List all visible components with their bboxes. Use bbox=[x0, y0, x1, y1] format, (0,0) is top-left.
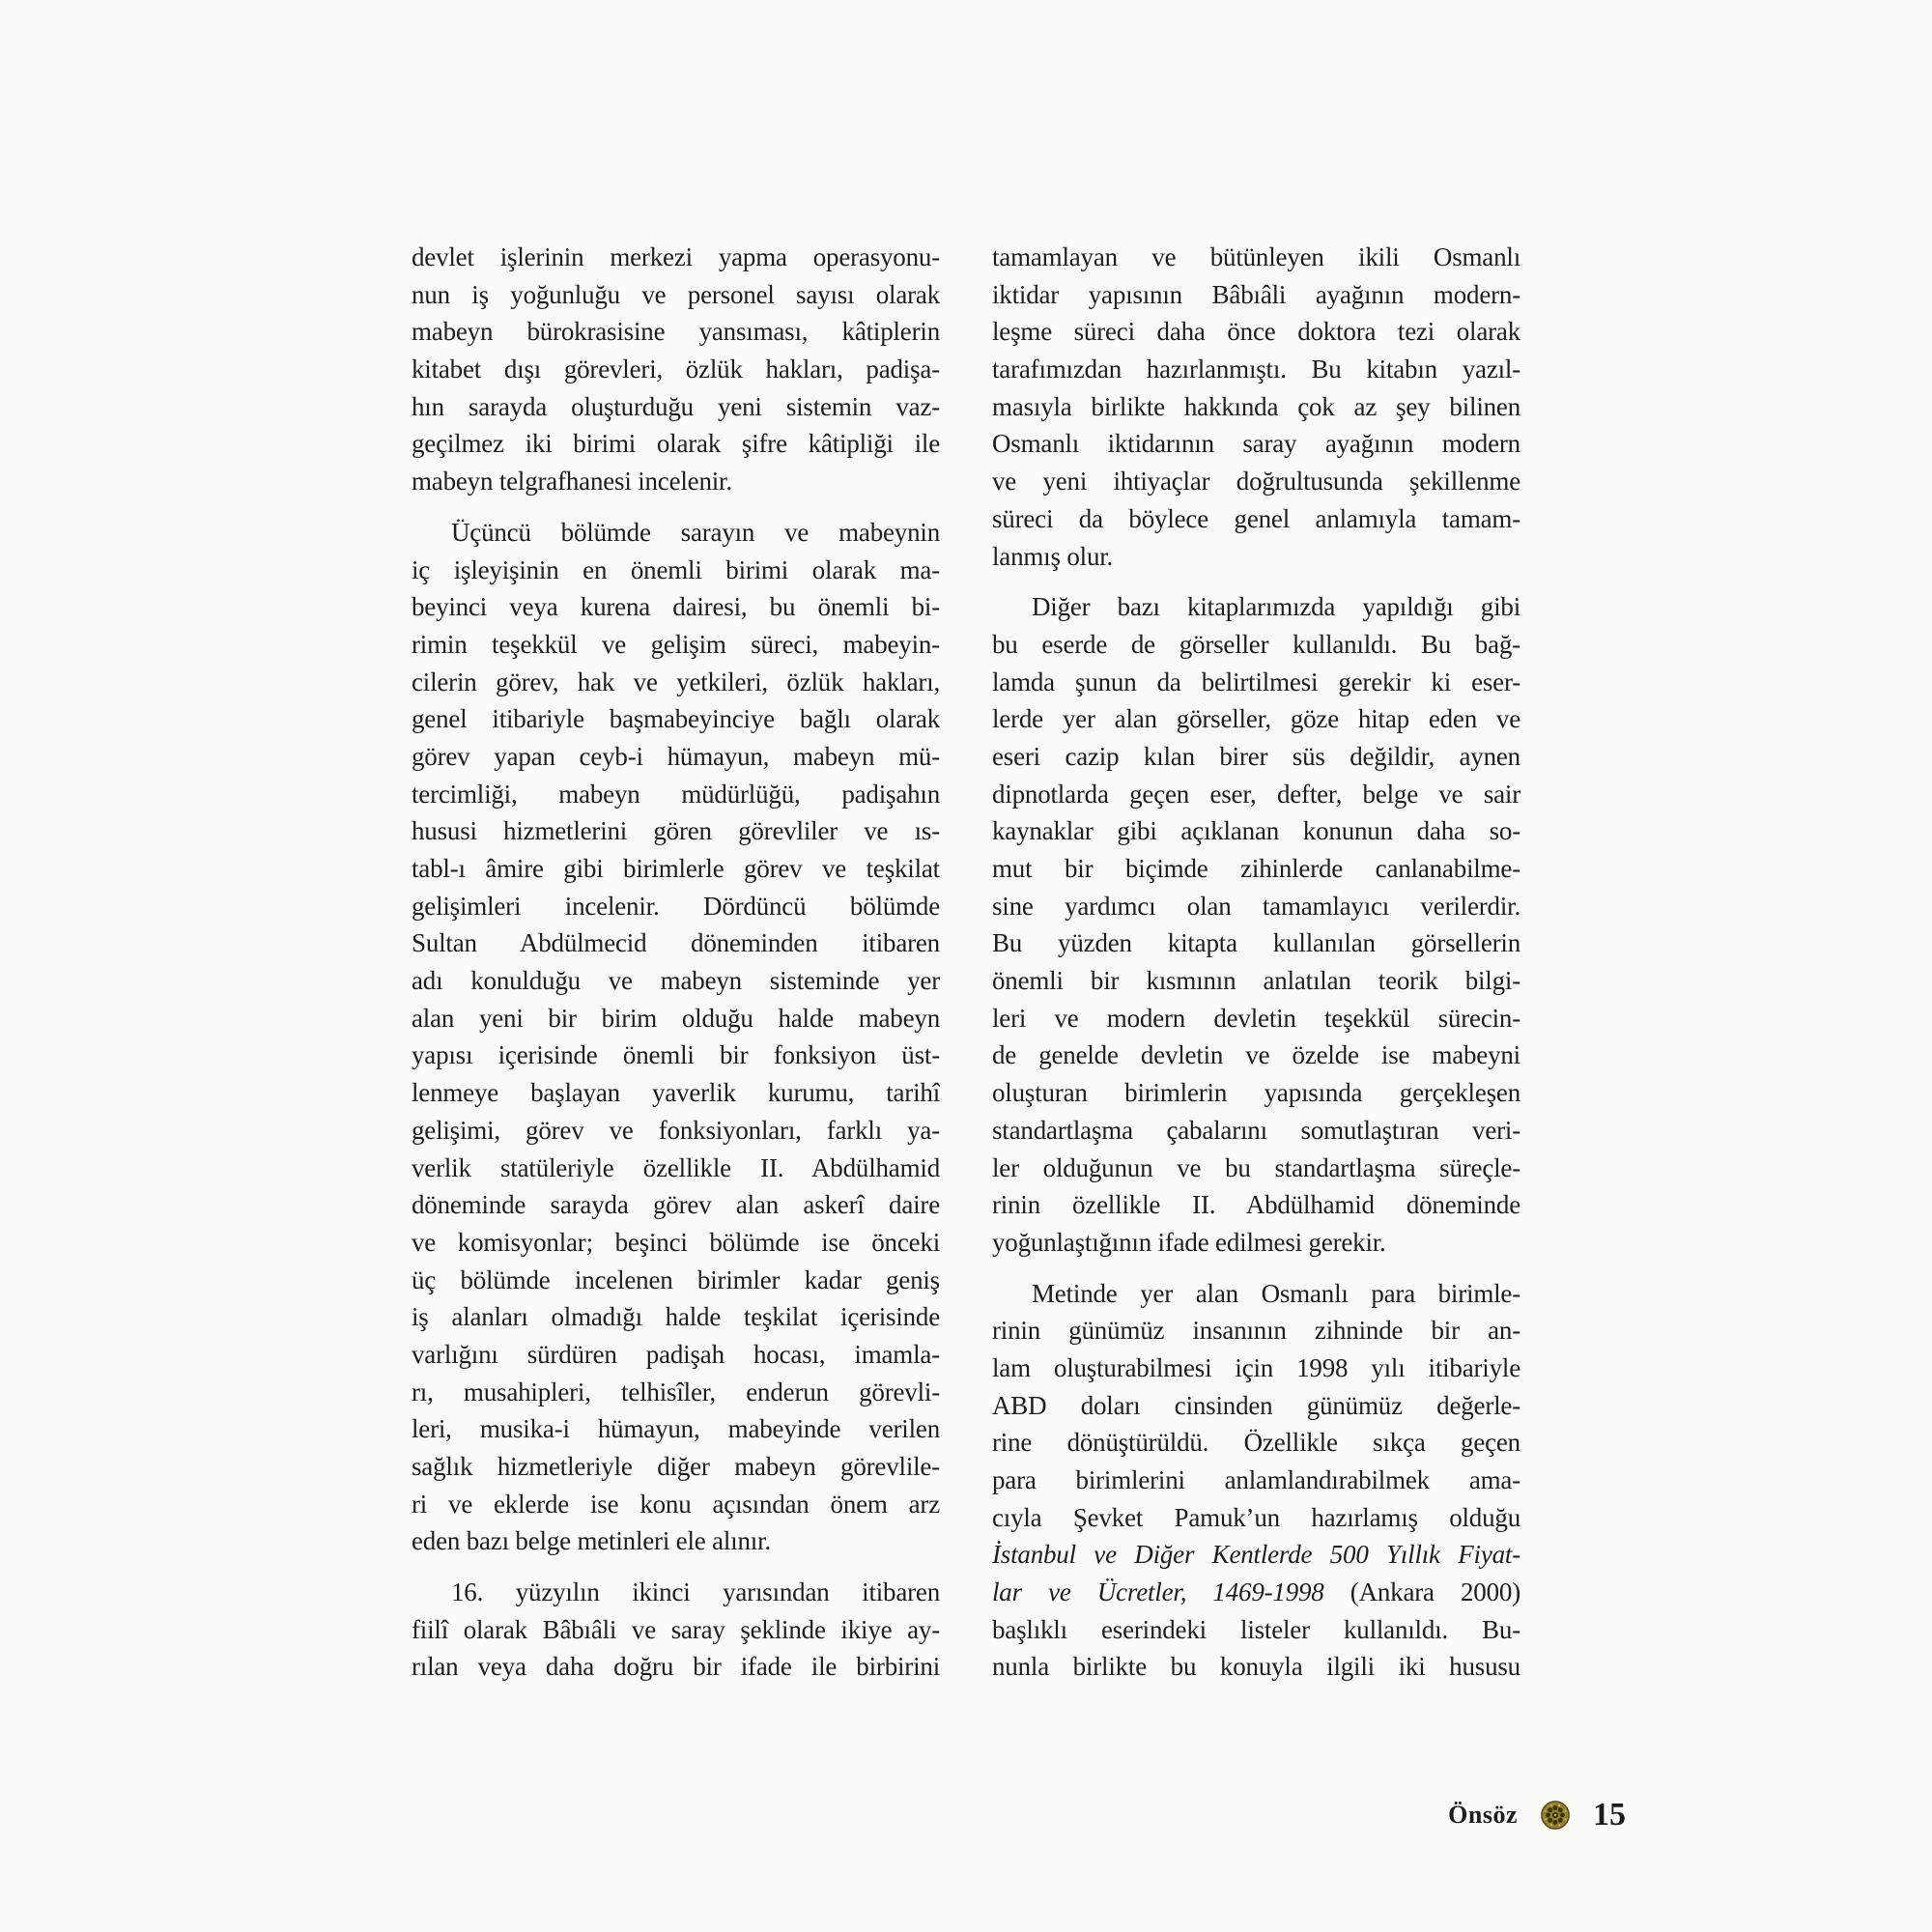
text-segment: rı, musahipleri, telhisîler, enderun görevli- bbox=[412, 1377, 940, 1406]
text-line bbox=[412, 1037, 940, 1074]
text-segment: ve yeni ihtiyaçlar doğrultusunda şekillenme bbox=[992, 467, 1520, 497]
text-line bbox=[992, 1350, 1520, 1387]
text-line bbox=[412, 812, 940, 850]
text-segment: tercimliği, mabeyn müdürlüğü, padişahın bbox=[412, 779, 940, 809]
text-segment: (Ankara 2000) bbox=[1323, 1577, 1520, 1607]
text-segment: iktidar yapısının Bâbıâli ayağının modern- bbox=[992, 279, 1520, 309]
text-segment: fiilî olarak Bâbıâli ve saray şeklinde ikiye ay- bbox=[412, 1614, 940, 1644]
text-line bbox=[992, 1275, 1520, 1313]
text-segment: görev yapan ceyb-i hümayun, mabeyn mü- bbox=[412, 741, 940, 771]
text-line bbox=[992, 538, 1520, 576]
text-segment: standartlaşma çabalarını somutlaştıran veri- bbox=[992, 1115, 1520, 1145]
text-segment: mabeyn telgrafhanesi incelenir. bbox=[412, 467, 732, 497]
text-line bbox=[412, 1112, 940, 1150]
text-line bbox=[412, 888, 940, 925]
text-line bbox=[412, 962, 940, 1000]
footer-section-label: Önsöz bbox=[1448, 1801, 1518, 1829]
text-segment: yoğunlaştığının ifade edilmesi gerekir. bbox=[992, 1227, 1386, 1257]
text-segment: nun iş yoğunluğu ve personel sayısı olarak bbox=[412, 279, 940, 309]
text-line bbox=[412, 1648, 940, 1686]
text-line bbox=[992, 1574, 1520, 1611]
text-segment: lam oluşturabilmesi için 1998 yılı itibariyle bbox=[992, 1352, 1520, 1382]
text-segment: Üçüncü bölümde sarayın ve mabeynin bbox=[451, 517, 940, 547]
text-line bbox=[412, 588, 940, 626]
text-line bbox=[412, 1574, 940, 1611]
text-segment: lenmeye başlayan yaverlik kurumu, tarihî bbox=[412, 1078, 940, 1108]
text-segment: oluşturan birimlerin yapısında gerçekleşen bbox=[992, 1078, 1520, 1108]
text-segment: ri ve eklerde ise konu açısından önem arz bbox=[412, 1489, 940, 1519]
text-line bbox=[992, 1186, 1520, 1224]
text-line bbox=[412, 924, 940, 962]
text-line bbox=[412, 1336, 940, 1374]
text-line bbox=[992, 463, 1520, 500]
text-line bbox=[992, 888, 1520, 925]
text-segment: devlet işlerinin merkezi yapma operasyonu- bbox=[412, 242, 940, 271]
text-segment: para birimlerini anlamlandırabilmek ama- bbox=[992, 1465, 1520, 1494]
text-segment: cıyla Şevket Pamuk’un hazırlamış olduğu bbox=[992, 1502, 1520, 1532]
italic-text-segment: lar ve Ücretler, 1469-1998 bbox=[992, 1577, 1324, 1607]
text-line bbox=[992, 388, 1520, 426]
text-segment: hın sarayda oluşturduğu yeni sistemin vaz- bbox=[412, 391, 940, 421]
text-line bbox=[412, 776, 940, 813]
text-segment: kitabet dışı görevleri, özlük hakları, padişa- bbox=[412, 355, 940, 384]
text-line bbox=[412, 1448, 940, 1486]
text-segment: sine yardımcı olan tamamlayıcı verilerdir. bbox=[992, 891, 1520, 921]
text-line bbox=[412, 514, 940, 552]
text-line bbox=[412, 700, 940, 738]
text-line bbox=[412, 463, 940, 500]
text-segment: gelişimi, görev ve fonksiyonları, farklı ya- bbox=[412, 1115, 940, 1145]
text-segment: tarafımızdan hazırlanmıştı. Bu kitabın yazıl- bbox=[992, 355, 1520, 384]
text-line bbox=[412, 351, 940, 388]
text-segment: lamda şunun da belirtilmesi gerekir ki eser- bbox=[992, 667, 1520, 696]
text-line bbox=[992, 812, 1520, 850]
text-line bbox=[412, 552, 940, 589]
text-line bbox=[992, 1424, 1520, 1462]
text-line bbox=[992, 1074, 1520, 1112]
text-segment: ve komisyonlar; beşinci bölümde ise önceki bbox=[412, 1227, 940, 1257]
text-segment: genel itibariyle başmabeyinciye bağlı olarak bbox=[412, 704, 940, 734]
text-line bbox=[992, 351, 1520, 388]
text-segment: masıyla birlikte hakkında çok az şey bilinen bbox=[992, 391, 1520, 421]
text-column-left bbox=[412, 239, 940, 1686]
text-segment: eseri cazip kılan birer süs değildir, aynen bbox=[992, 741, 1520, 771]
paragraph bbox=[992, 588, 1520, 1261]
text-line bbox=[992, 850, 1520, 888]
text-segment: Sultan Abdülmecid döneminden itibaren bbox=[412, 928, 940, 958]
text-line bbox=[412, 850, 940, 888]
paragraph bbox=[412, 1574, 940, 1686]
text-line bbox=[992, 588, 1520, 626]
text-line bbox=[992, 1150, 1520, 1187]
text-segment: rimin teşekkül ve gelişim süreci, mabeyin- bbox=[412, 629, 940, 659]
text-segment: rinin günümüz insanının zihninde bir an- bbox=[992, 1316, 1520, 1346]
text-segment: süreci da böylece genel anlamıyla tamam- bbox=[992, 503, 1520, 533]
text-segment: ABD doları cinsinden günümüz değerle- bbox=[992, 1390, 1520, 1420]
text-line bbox=[992, 700, 1520, 738]
text-line bbox=[412, 1262, 940, 1299]
text-line bbox=[412, 1410, 940, 1448]
text-segment: Diğer bazı kitaplarımızda yapıldığı gibi bbox=[1032, 592, 1520, 622]
text-line bbox=[992, 239, 1520, 276]
text-line bbox=[992, 738, 1520, 776]
text-segment: 16. yüzyılın ikinci yarısından itibaren bbox=[451, 1577, 940, 1607]
text-line bbox=[992, 664, 1520, 701]
text-line bbox=[412, 738, 940, 776]
text-line bbox=[992, 1387, 1520, 1425]
page-footer bbox=[1448, 1795, 1626, 1835]
text-line bbox=[412, 1186, 940, 1224]
text-segment: leri ve modern devletin teşekkül sürecin- bbox=[992, 1003, 1520, 1033]
text-segment: nunla birlikte bu konuyla ilgili iki hususu bbox=[992, 1652, 1520, 1682]
text-line bbox=[992, 313, 1520, 351]
text-segment: Osmanlı iktidarının saray ayağının modern bbox=[992, 429, 1520, 459]
text-segment: adı konulduğu ve mabeyn sisteminde yer bbox=[412, 966, 940, 996]
text-segment: iş alanları olmadığı halde teşkilat içerisinde bbox=[412, 1302, 940, 1332]
text-line bbox=[992, 1000, 1520, 1037]
text-line bbox=[992, 500, 1520, 538]
text-segment: döneminde sarayda görev alan askerî daire bbox=[412, 1190, 940, 1220]
text-line bbox=[992, 1611, 1520, 1649]
text-segment: leşme süreci daha önce doktora tezi olarak bbox=[992, 317, 1520, 347]
text-segment: eden bazı belge metinleri ele alınır. bbox=[412, 1526, 771, 1556]
text-segment: ler olduğunun ve bu standartlaşma süreçle- bbox=[992, 1152, 1520, 1182]
text-segment: iç işleyişinin en önemli birimi olarak ma- bbox=[412, 554, 940, 584]
text-segment: lerde yer alan görseller, göze hitap eden ve bbox=[992, 704, 1520, 734]
text-line bbox=[992, 1037, 1520, 1074]
text-segment: tamamlayan ve bütünleyen ikili Osmanlı bbox=[992, 242, 1520, 271]
text-line bbox=[412, 626, 940, 664]
text-segment: sağlık hizmetleriyle diğer mabeyn görevlile- bbox=[412, 1452, 940, 1481]
text-line bbox=[992, 425, 1520, 463]
text-segment: geçilmez iki birimi olarak şifre kâtipliği ile bbox=[412, 429, 940, 459]
text-segment: cilerin görev, hak ve yetkileri, özlük hakları, bbox=[412, 667, 940, 696]
text-line bbox=[992, 1224, 1520, 1262]
paragraph bbox=[992, 1275, 1520, 1687]
text-segment: bu eserde de görseller kullanıldı. Bu bağ- bbox=[992, 629, 1520, 659]
text-line bbox=[412, 1224, 940, 1262]
text-line bbox=[992, 924, 1520, 962]
text-line bbox=[412, 1000, 940, 1037]
text-line bbox=[412, 1298, 940, 1336]
text-line bbox=[992, 1499, 1520, 1537]
text-line bbox=[992, 962, 1520, 1000]
text-segment: kaynaklar gibi açıklanan konunun daha so- bbox=[992, 816, 1520, 846]
text-line bbox=[412, 664, 940, 701]
text-line bbox=[412, 276, 940, 314]
text-segment: Bu yüzden kitapta kullanılan görsellerin bbox=[992, 928, 1520, 958]
text-segment: varlığını sürdüren padişah hocası, imamla- bbox=[412, 1339, 940, 1369]
text-segment: hususi hizmetlerini gören görevliler ve ıs- bbox=[412, 816, 940, 846]
text-line bbox=[992, 626, 1520, 664]
text-segment: verlik statüleriyle özellikle II. Abdülhamid bbox=[412, 1152, 940, 1182]
rosette-medallion-icon bbox=[1541, 1801, 1570, 1830]
text-segment: yapısı içerisinde önemli bir fonksiyon üst- bbox=[412, 1040, 940, 1070]
text-segment: tabl-ı âmire gibi birimlerle görev ve teşkilat bbox=[412, 854, 940, 883]
text-line bbox=[992, 276, 1520, 314]
text-line bbox=[412, 388, 940, 426]
paragraph bbox=[992, 239, 1520, 575]
text-segment: de genelde devletin ve özelde ise mabeyni bbox=[992, 1040, 1520, 1070]
text-line bbox=[412, 239, 940, 276]
text-line bbox=[412, 1522, 940, 1560]
text-segment: beyinci veya kurena dairesi, bu önemli bi- bbox=[412, 592, 940, 622]
text-segment: rine dönüştürüldü. Özellikle sıkça geçen bbox=[992, 1428, 1520, 1458]
text-segment: üç bölümde incelenen birimler kadar geniş bbox=[412, 1264, 940, 1294]
text-line bbox=[992, 1536, 1520, 1574]
text-segment: başlıklı eserindeki listeler kullanıldı. Bu- bbox=[992, 1614, 1520, 1644]
text-line bbox=[992, 1312, 1520, 1350]
text-segment: dipnotlarda geçen eser, defter, belge ve sair bbox=[992, 779, 1520, 809]
italic-text-segment: İstanbul ve Diğer Kentlerde 500 Yıllık Fiyat- bbox=[992, 1540, 1520, 1570]
text-segment: leri, musika-i hümayun, mabeyinde verilen bbox=[412, 1414, 940, 1444]
page-number: 15 bbox=[1593, 1797, 1626, 1833]
text-segment: Metinde yer alan Osmanlı para birimle- bbox=[1032, 1278, 1520, 1308]
paragraph bbox=[412, 239, 940, 500]
text-line bbox=[412, 1486, 940, 1523]
text-line bbox=[412, 1374, 940, 1411]
text-segment: gelişimleri incelenir. Dördüncü bölümde bbox=[412, 891, 940, 921]
text-line bbox=[992, 1462, 1520, 1499]
text-segment: lanmış olur. bbox=[992, 541, 1114, 571]
text-segment: rılan veya daha doğru bir ifade ile birbirini bbox=[412, 1652, 940, 1682]
paragraph bbox=[412, 514, 940, 1560]
text-line bbox=[412, 1611, 940, 1649]
text-line bbox=[992, 776, 1520, 813]
text-line bbox=[412, 1074, 940, 1112]
text-segment: önemli bir kısmının anlatılan teorik bilgi- bbox=[992, 966, 1520, 996]
text-line bbox=[412, 425, 940, 463]
text-segment: mut bir biçimde zihinlerde canlanabilme- bbox=[992, 854, 1520, 883]
text-segment: alan yeni bir birim olduğu halde mabeyn bbox=[412, 1003, 940, 1033]
text-line bbox=[412, 1150, 940, 1187]
text-line bbox=[992, 1648, 1520, 1686]
text-line bbox=[992, 1112, 1520, 1150]
text-segment: rinin özellikle II. Abdülhamid döneminde bbox=[992, 1190, 1520, 1220]
text-column-right bbox=[992, 239, 1520, 1686]
text-segment: mabeyn bürokrasisine yansıması, kâtiplerin bbox=[412, 317, 940, 347]
text-line bbox=[412, 313, 940, 351]
